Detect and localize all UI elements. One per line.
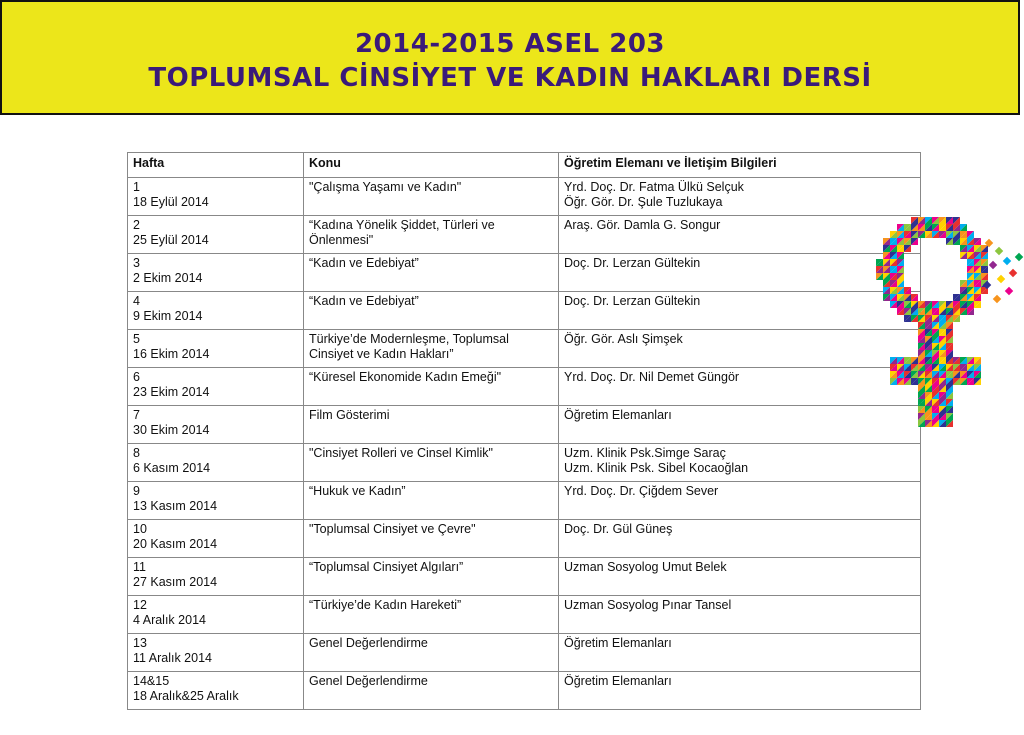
topic-cell: "Çalışma Yaşamı ve Kadın" (304, 178, 559, 216)
instructor-name: Öğr. Gör. Aslı Şimşek (564, 332, 683, 346)
table-row (128, 406, 921, 444)
week-number: 3 (133, 256, 140, 270)
week-number: 5 (133, 332, 140, 346)
venus-symbol-icon (876, 210, 1024, 428)
instructor-name: Öğr. Gör. Dr. Şule Tuzlukaya (564, 195, 723, 209)
week-date: 16 Ekim 2014 (133, 347, 210, 361)
instructor-name: Yrd. Doç. Dr. Nil Demet Güngör (564, 370, 740, 384)
topic-cell: Genel Değerlendirme (304, 634, 559, 672)
week-cell (128, 330, 304, 368)
title-banner (0, 0, 1020, 115)
week-cell (128, 406, 304, 444)
instructor-cell (559, 292, 921, 330)
week-date: 11 Aralık 2014 (133, 651, 212, 665)
instructor-cell (559, 368, 921, 406)
table-row (128, 254, 921, 292)
topic-cell: Türkiye’de Modernleşme, Toplumsal Cinsiyet ve Kadın Hakları” (304, 330, 559, 368)
course-name-title: TOPLUMSAL CİNSİYET VE KADIN HAKLARI DERSİ (148, 63, 872, 93)
table-row (128, 520, 921, 558)
instructor-name: Yrd. Doç. Dr. Fatma Ülkü Selçuk (564, 180, 744, 194)
table-row (128, 178, 921, 216)
table-row (128, 444, 921, 482)
week-number: 11 (133, 560, 146, 574)
instructor-cell (559, 634, 921, 672)
week-number: 7 (133, 408, 140, 422)
instructor-cell (559, 672, 921, 710)
week-number: 4 (133, 294, 140, 308)
mosaic-pixel (997, 275, 1005, 283)
week-cell (128, 292, 304, 330)
instructor-cell (559, 406, 921, 444)
mosaic-pixel (1003, 257, 1011, 265)
week-date: 4 Aralık 2014 (133, 613, 206, 627)
week-date: 27 Kasım 2014 (133, 575, 218, 589)
instructor-name: Öğretim Elemanları (564, 674, 672, 688)
week-cell (128, 368, 304, 406)
week-date: 18 Eylül 2014 (133, 195, 209, 209)
week-cell (128, 178, 304, 216)
week-number: 13 (133, 636, 147, 650)
week-number: 9 (133, 484, 140, 498)
week-cell (128, 444, 304, 482)
instructor-name: Doç. Dr. Lerzan Gültekin (564, 256, 701, 270)
table-row (128, 292, 921, 330)
instructor-cell (559, 520, 921, 558)
instructor-cell (559, 444, 921, 482)
week-number: 10 (133, 522, 147, 536)
mosaic-pixel (995, 247, 1003, 255)
table-row (128, 558, 921, 596)
topic-cell: “Toplumsal Cinsiyet Algıları” (304, 558, 559, 596)
schedule-table (127, 152, 921, 710)
column-header-instructor: Öğretim Elemanı ve İletişim Bilgileri (559, 153, 921, 178)
instructor-name: Uzman Sosyolog Umut Belek (564, 560, 727, 574)
week-cell (128, 558, 304, 596)
week-cell (128, 634, 304, 672)
instructor-name: Uzm. Klinik Psk.Simge Saraç (564, 446, 726, 460)
instructor-name: Araş. Gör. Damla G. Songur (564, 218, 721, 232)
topic-cell: “Kadına Yönelik Şiddet, Türleri ve Önlenmesi" (304, 216, 559, 254)
topic-cell: “Türkiye’de Kadın Hareketi” (304, 596, 559, 634)
week-cell (128, 254, 304, 292)
instructor-cell (559, 330, 921, 368)
topic-cell: "Toplumsal Cinsiyet ve Çevre" (304, 520, 559, 558)
table-row (128, 634, 921, 672)
table-row (128, 596, 921, 634)
week-date: 9 Ekim 2014 (133, 309, 203, 323)
column-header-week: Hafta (128, 153, 304, 178)
week-cell (128, 672, 304, 710)
week-date: 23 Ekim 2014 (133, 385, 210, 399)
table-row (128, 216, 921, 254)
instructor-cell (559, 216, 921, 254)
week-cell (128, 596, 304, 634)
table-row (128, 672, 921, 710)
topic-cell: Genel Değerlendirme (304, 672, 559, 710)
mosaic-pixel (1005, 287, 1013, 295)
week-date: 18 Aralık&25 Aralık (133, 689, 239, 703)
week-number: 2 (133, 218, 140, 232)
instructor-cell (559, 178, 921, 216)
instructor-name: Öğretim Elemanları (564, 408, 672, 422)
week-number: 14&15 (133, 674, 170, 688)
topic-cell: “Küresel Ekonomide Kadın Emeği" (304, 368, 559, 406)
mosaic-pixel (993, 295, 1001, 303)
mosaic-pixel (1009, 269, 1017, 277)
week-number: 6 (133, 370, 140, 384)
week-date: 13 Kasım 2014 (133, 499, 218, 513)
instructor-cell (559, 482, 921, 520)
instructor-name: Yrd. Doç. Dr. Çiğdem Sever (564, 484, 719, 498)
instructor-name: Doç. Dr. Lerzan Gültekin (564, 294, 701, 308)
week-date: 20 Kasım 2014 (133, 537, 218, 551)
instructor-name: Doç. Dr. Gül Güneş (564, 522, 673, 536)
mosaic-pixel (1015, 253, 1023, 261)
column-header-topic: Konu (304, 153, 559, 178)
instructor-cell (559, 596, 921, 634)
course-code-title: 2014-2015 ASEL 203 (354, 29, 666, 59)
instructor-cell (559, 558, 921, 596)
topic-cell: “Kadın ve Edebiyat” (304, 254, 559, 292)
week-number: 8 (133, 446, 140, 460)
week-date: 25 Eylül 2014 (133, 233, 209, 247)
table-row (128, 482, 921, 520)
week-date: 2 Ekim 2014 (133, 271, 203, 285)
instructor-name: Öğretim Elemanları (564, 636, 672, 650)
week-cell (128, 216, 304, 254)
instructor-name: Uzm. Klinik Psk. Sibel Kocaoğlan (564, 461, 749, 475)
mosaic-pixel (989, 261, 997, 269)
table-row (128, 368, 921, 406)
table-row (128, 330, 921, 368)
week-cell (128, 482, 304, 520)
instructor-cell (559, 254, 921, 292)
instructor-name: Uzman Sosyolog Pınar Tansel (564, 598, 732, 612)
topic-cell: "Cinsiyet Rolleri ve Cinsel Kimlik" (304, 444, 559, 482)
topic-cell: Film Gösterimi (304, 406, 559, 444)
topic-cell: “Kadın ve Edebiyat” (304, 292, 559, 330)
table-header-row (128, 153, 921, 178)
week-date: 6 Kasım 2014 (133, 461, 211, 475)
topic-cell: “Hukuk ve Kadın” (304, 482, 559, 520)
week-number: 1 (133, 180, 140, 194)
week-date: 30 Ekim 2014 (133, 423, 210, 437)
week-cell (128, 520, 304, 558)
week-number: 12 (133, 598, 147, 612)
